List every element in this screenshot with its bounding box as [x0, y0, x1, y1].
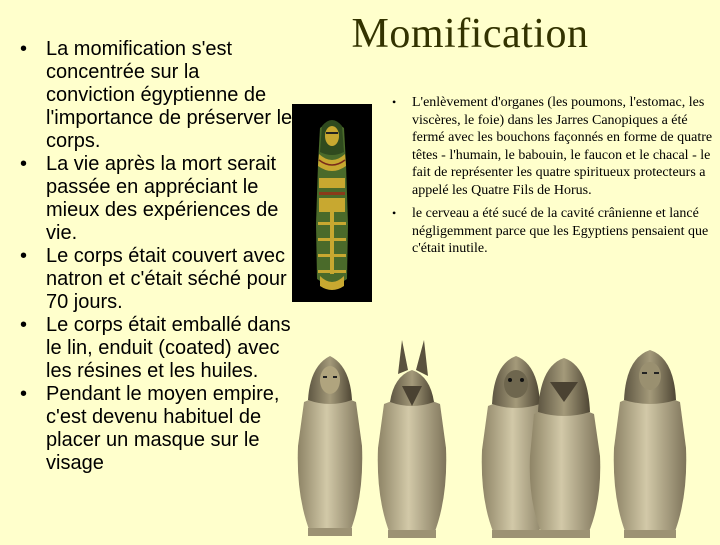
- jar-jackal: [378, 340, 447, 538]
- left-bullet-list: [18, 38, 293, 475]
- slide-title: Momification: [351, 11, 589, 57]
- right-bullet-1: • L'enlèvement d'organes (les poumons, l'estomac, les viscères, le foie) dans les Jarres Canopiques a été fermé avec les bouchons façonnés en forme de quatre têtes - l'humain, le babouin, le faucon et le chacal - le fait de représenter les quatre spiritueux protecteurs a appelé les Quatre Fils de Horus.: [388, 94, 718, 199]
- left-bullet-3: • Le corps était couvert avec natron et c'était séché pour 70 jours.: [18, 245, 293, 314]
- jar-falcon: [530, 358, 601, 538]
- left-bullet-5: • Pendant le moyen empire, c'est devenu habituel de placer un masque sur le visage: [18, 383, 293, 475]
- left-bullet-1: • La momification s'est concentrée sur la conviction égyptienne de l'importance de préserver le corps.: [18, 38, 293, 153]
- left-bullet-4: • Le corps était emballé dans le lin, enduit (coated) avec les résines et les huiles.: [18, 314, 293, 383]
- jar-human: [298, 356, 363, 536]
- jar-extra: [614, 350, 687, 538]
- right-bullet-list: [388, 94, 718, 264]
- sarcophagus-icon: [292, 104, 372, 302]
- canopic-jars-icon: [290, 336, 720, 540]
- canopic-jars-image: [290, 336, 720, 540]
- left-bullet-2: • La vie après la mort serait passée en appréciant le mieux des expériences de vie.: [18, 153, 293, 245]
- sarcophagus-image: [292, 104, 372, 302]
- right-bullet-2: • le cerveau a été sucé de la cavité crânienne et lancé négligemment parce que les Egyptiens pensaient que c'était inutile.: [388, 205, 718, 258]
